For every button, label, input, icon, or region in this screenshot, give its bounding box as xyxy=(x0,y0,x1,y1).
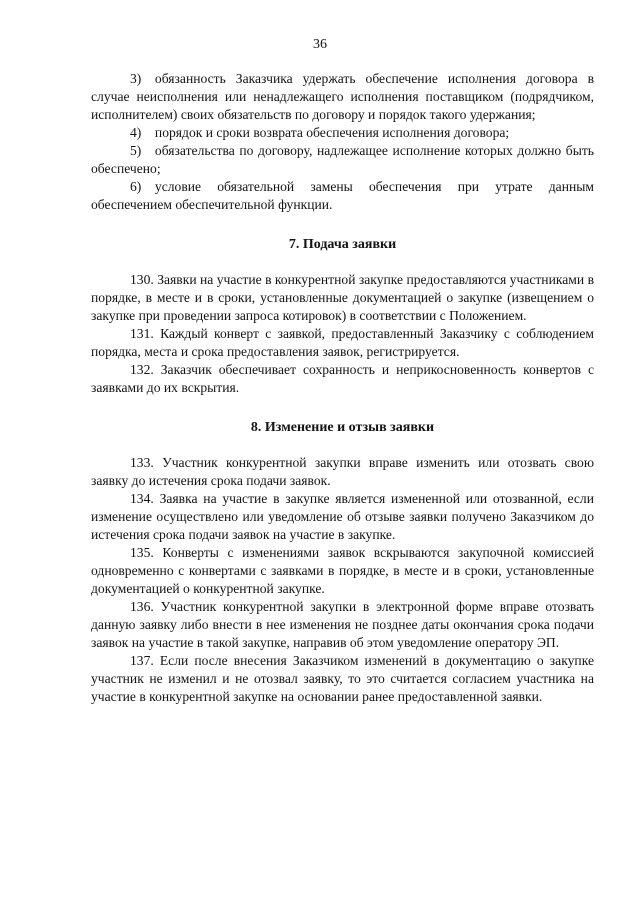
page-number: 36 xyxy=(313,37,327,52)
paragraph-131: 131. Каждый конверт с заявкой, предоставленный Заказчику с соблюдением порядка, места и срока предоставления заявок, регистрируется. xyxy=(91,326,594,359)
paragraph-132: 132. Заказчик обеспечивает сохранность и неприкосновенность конвертов с заявками до их вскрытия. xyxy=(91,362,594,395)
paragraph-134: 134. Заявка на участие в закупке является измененной или отозванной, если изменение осуществлено или уведомление об отзыве заявки получено Заказчиком до истечения срока подачи заявок на участие в закупке. xyxy=(91,491,594,542)
paragraph-137: 137. Если после внесения Заказчиком изменений в документацию о закупке участник не изменил и не отозвал заявку, то это считается согласием участника на участие в конкурентной закупке на основании ранее предоставленной заявки. xyxy=(91,653,594,704)
section-heading-7: 7. Подача заявки xyxy=(288,237,397,252)
paragraph-133: 133. Участник конкурентной закупки вправе изменить или отозвать свою заявку до истечения срока подачи заявок. xyxy=(91,455,594,488)
paragraph-130: 130. Заявки на участие в конкурентной закупке предоставляются участниками в порядке, в месте и в сроки, установленные документацией о закупке (извещением о закупке при проведении запроса котировок) в соответствии с Положением. xyxy=(91,272,594,323)
list-item: 5) обязательства по договору, надлежащее исполнение которых должно быть обеспечено; xyxy=(91,143,594,176)
paragraph-135: 135. Конверты с изменениями заявок вскрываются закупочной комиссией одновременно с конвертами с заявками в порядке, в месте и в сроки, установленные документацией о конкурентной закупке. xyxy=(91,545,594,596)
document-body xyxy=(91,70,594,706)
paragraph-136: 136. Участник конкурентной закупки в электронной форме вправе отозвать данную заявку либо внести в нее изменения не позднее даты окончания срока подачи заявок на участие в такой закупке, направив об этом уведомление оператору ЭП. xyxy=(91,599,594,650)
list-item: 4) порядок и сроки возврата обеспечения исполнения договора; xyxy=(130,125,510,140)
list-item: 6) условие обязательной замены обеспечения при утрате данным обеспечением обеспечительной функции. xyxy=(91,179,594,212)
section-heading-8: 8. Изменение и отзыв заявки xyxy=(250,420,435,435)
list-item: 3) обязанность Заказчика удержать обеспечение исполнения договора в случае неисполнения или ненадлежащего исполнения поставщиком (подрядчиком, исполнителем) своих обязательств по договору и порядок такого удержания; xyxy=(91,71,594,122)
